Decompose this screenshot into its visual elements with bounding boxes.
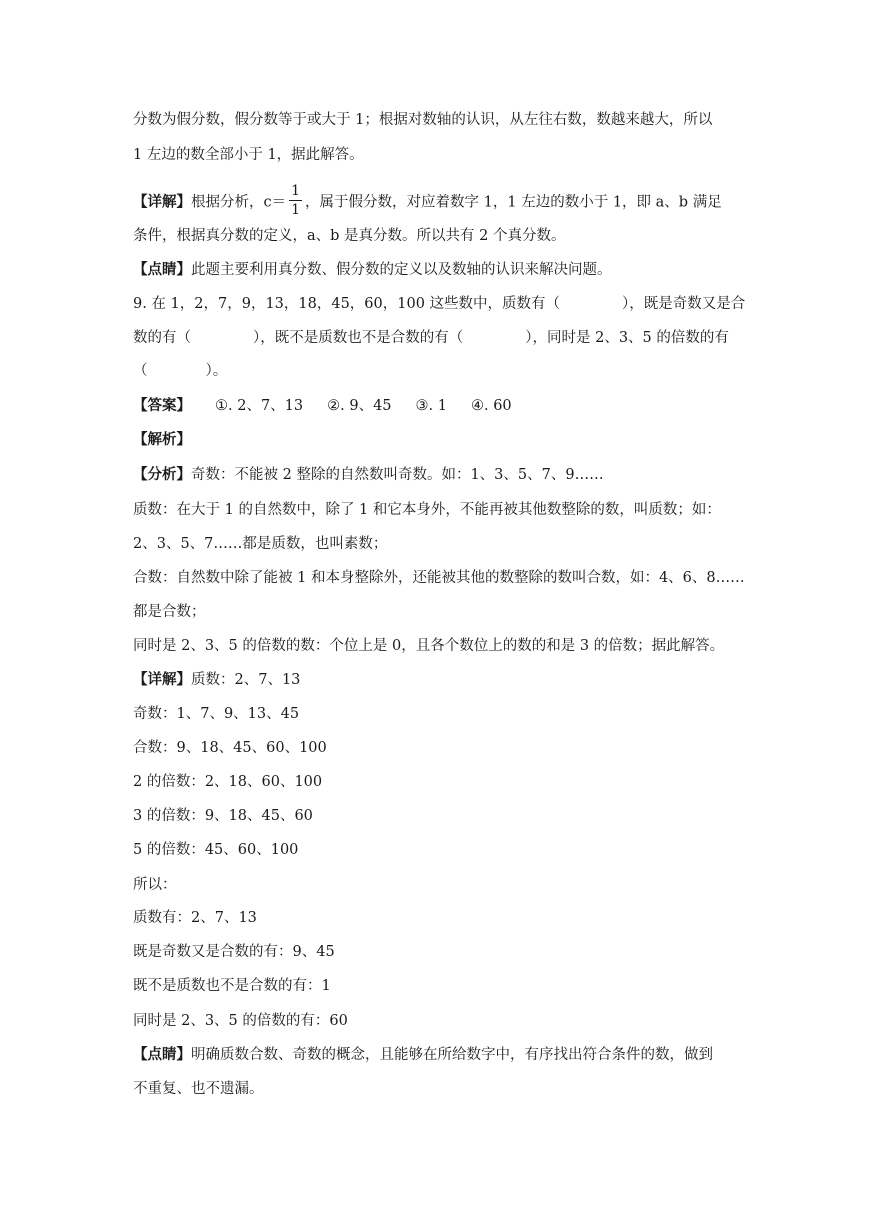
- answer-item-3: ③. 1: [415, 398, 447, 414]
- answer-item-4: ④. 60: [470, 398, 512, 414]
- question-9-text-b: ），既是奇数又是合: [622, 296, 746, 312]
- fraction-numerator: 1: [291, 183, 301, 199]
- fenxi-9-text-1: 奇数：不能被 2 整除的自然数叫奇数。如：1、3、5、7、9……: [191, 467, 604, 483]
- detail-9-line-6: 5 的倍数：45、60、100: [133, 842, 299, 858]
- question-9-line-1: [133, 294, 746, 314]
- comment-9-line-1: [133, 1045, 741, 1065]
- question-9-text-f: （: [133, 363, 148, 379]
- detail-9-line-7: 所以：: [133, 877, 177, 893]
- fraction: [289, 183, 302, 218]
- fenxi-9-line-5: 都是合数；: [133, 604, 206, 620]
- question-9-text-d: ），既不是质数也不是合数的有（: [253, 330, 464, 346]
- detail-9-line-9: 既是奇数又是合数的有：9、45: [133, 944, 335, 960]
- fenxi-9-line-6: 同时是 2、3、5 的倍数的数：个位上是 0，且各个数位上的数的和是 3 的倍数；据此解答。: [133, 638, 725, 654]
- fenxi-9-line-3: 2、3、5、7……都是质数，也叫素数；: [133, 536, 388, 552]
- detail-8-text-before: 根据分析，c＝: [191, 194, 287, 211]
- detail-9-line-2: 奇数：1、7、9、13、45: [133, 706, 300, 722]
- detail-9-line-1: [133, 670, 741, 690]
- detail-9-label: 【详解】: [133, 671, 191, 688]
- question-9-line-2: [133, 328, 741, 348]
- intro-line-1: 分数为假分数，假分数等于或大于 1；根据对数轴的认识，从左往右数，数越来越大，所以: [133, 112, 713, 128]
- question-9-text-a: 9. 在 1，2，7，9，13，18，45，60，100 这些数中，质数有（: [133, 296, 561, 312]
- fenxi-label: 【分析】: [133, 466, 191, 483]
- comment-9-text-1: 明确质数合数、奇数的概念，且能够在所给数字中，有序找出符合条件的数，做到: [191, 1047, 713, 1063]
- detail-9-line-10: 既不是质数也不是合数的有：1: [133, 978, 331, 994]
- question-9-line-3: [133, 361, 741, 381]
- answer-label: 【答案】: [133, 397, 191, 414]
- question-9-text-c: 数的有（: [133, 330, 191, 346]
- detail-8-line-1: [133, 183, 741, 218]
- question-9-text-g: ）。: [205, 363, 228, 379]
- detail-9-text-1: 质数：2、7、13: [191, 672, 301, 688]
- question-9-text-e: ），同时是 2、3、5 的倍数的有: [525, 330, 729, 346]
- detail-9-line-4: 2 的倍数：2、18、60、100: [133, 774, 323, 790]
- comment-9-line-2: 不重复、也不遗漏。: [133, 1081, 264, 1097]
- comment-8-text: 此题主要利用真分数、假分数的定义以及数轴的认识来解决问题。: [191, 262, 612, 278]
- fenxi-9-line-1: [133, 465, 741, 485]
- fenxi-9-line-4: 合数：自然数中除了能被 1 和本身整除外，还能被其他的数整除的数叫合数，如：4、6、8……: [133, 570, 745, 586]
- detail-label: 【详解】: [133, 193, 191, 211]
- detail-9-line-8: 质数有：2、7、13: [133, 910, 257, 926]
- fenxi-9-line-2: 质数：在大于 1 的自然数中，除了 1 和它本身外，不能再被其他数整除的数，叫质数；如：: [133, 502, 721, 518]
- answer-9-line: [133, 396, 741, 416]
- fraction-bar: [289, 200, 302, 201]
- intro-line-2: 1 左边的数全部小于 1，据此解答。: [133, 147, 364, 163]
- fraction-denominator: 1: [291, 202, 301, 218]
- detail-9-line-11: 同时是 2、3、5 的倍数的有：60: [133, 1013, 348, 1029]
- comment-label: 【点睛】: [133, 261, 191, 278]
- answer-item-2: ②. 9、45: [327, 398, 392, 414]
- detail-8-line-2: 条件，根据真分数的定义，a、b 是真分数。所以共有 2 个真分数。: [133, 228, 566, 244]
- detail-9-line-5: 3 的倍数：9、18、45、60: [133, 808, 313, 824]
- comment-9-label: 【点睛】: [133, 1046, 191, 1063]
- analysis-label: 【解析】: [133, 431, 191, 448]
- detail-9-line-3: 合数：9、18、45、60、100: [133, 740, 327, 756]
- detail-8-text-after: ，属于假分数，对应着数字 1，1 左边的数小于 1，即 a、b 满足: [305, 194, 722, 211]
- answer-item-1: ①. 2、7、13: [215, 398, 304, 414]
- comment-8-line: [133, 260, 741, 280]
